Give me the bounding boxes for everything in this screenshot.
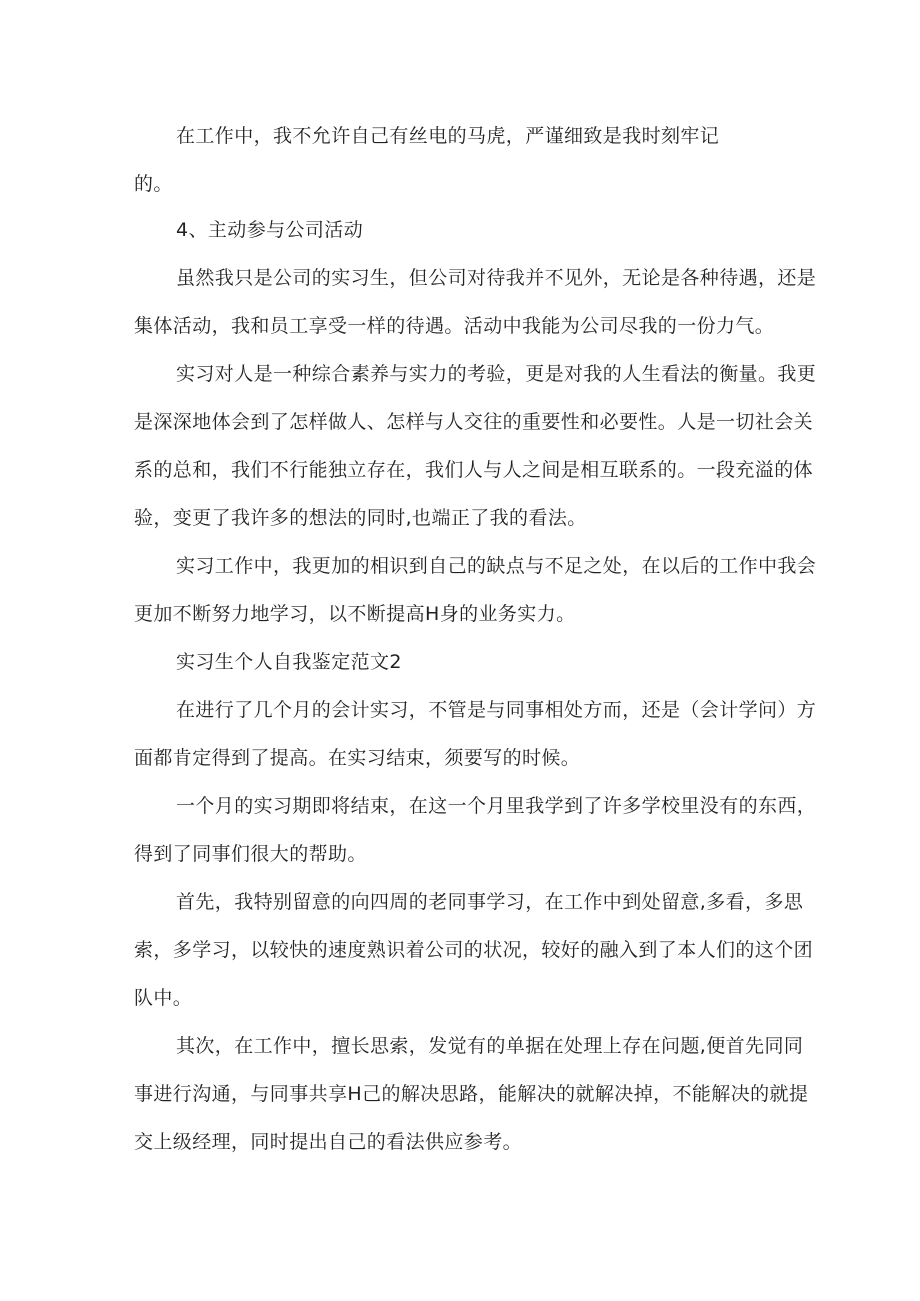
text-line: 集体活动，我和员工享受一样的待遇。活动中我能为公司尽我的一份力气。	[134, 315, 775, 337]
text-line: 实习对人是一种综合素养与实力的考验，更是对我的人生看法的衡量。我更	[176, 363, 817, 385]
text-line: 虽然我只是公司的实习生，但公司对待我并不见外，无论是各种待遇，还是	[176, 267, 817, 289]
section-heading: 实习生个人自我鉴定范文2	[176, 651, 402, 673]
text-line: 的。	[134, 173, 173, 195]
text-line: 更加不断努力地学习，以不断提高H身的业务实力。	[134, 603, 576, 625]
text-line: 一个月的实习期即将结束，在这一个月里我学到了许多学校里没有的东西，	[176, 795, 817, 817]
text-line: 事进行沟通，与同事共享H己的解决思路，能解决的就解决掉，不能解决的就提	[134, 1083, 809, 1105]
text-line: 得到了同事们很大的帮助。	[134, 843, 367, 865]
text-line: 在进行了几个月的会计实习，不管是与同事相处方而，还是（会计学问）方	[176, 699, 817, 721]
text-line: 索，多学习，以较快的速度熟识着公司的状况，较好的融入到了本人们的这个团	[134, 939, 814, 961]
text-line: 系的总和，我们不行能独立存在，我们人与人之间是相互联系的。一段充溢的体	[134, 459, 814, 481]
section-heading: 4、主动参与公司活动	[176, 219, 364, 241]
text-line: 验，变更了我许多的想法的同时,也端正了我的看法。	[134, 507, 587, 529]
text-line: 实习工作中，我更加的相识到自己的缺点与不足之处，在以后的工作中我会	[176, 555, 817, 577]
text-line: 面都肯定得到了提高。在实习结束，须要写的时候。	[134, 747, 581, 769]
text-line: 在工作中，我不允许自己有丝电的马虎，严谨细致是我时刻牢记	[176, 125, 720, 147]
text-line: 首先，我特别留意的向四周的老同事学习，在工作中到处留意,多看，多思	[176, 891, 804, 913]
text-line: 是深深地体会到了怎样做人、怎样与人交往的重要性和必要性。人是一切社会关	[134, 411, 814, 433]
text-line: 队中。	[134, 987, 193, 1009]
text-line: 其次，在工作中，擅长思索，发觉有的单据在处理上存在问题,便首先同同	[176, 1035, 804, 1057]
text-line: 交上级经理，同时提出自己的看法供应参考。	[134, 1131, 523, 1153]
